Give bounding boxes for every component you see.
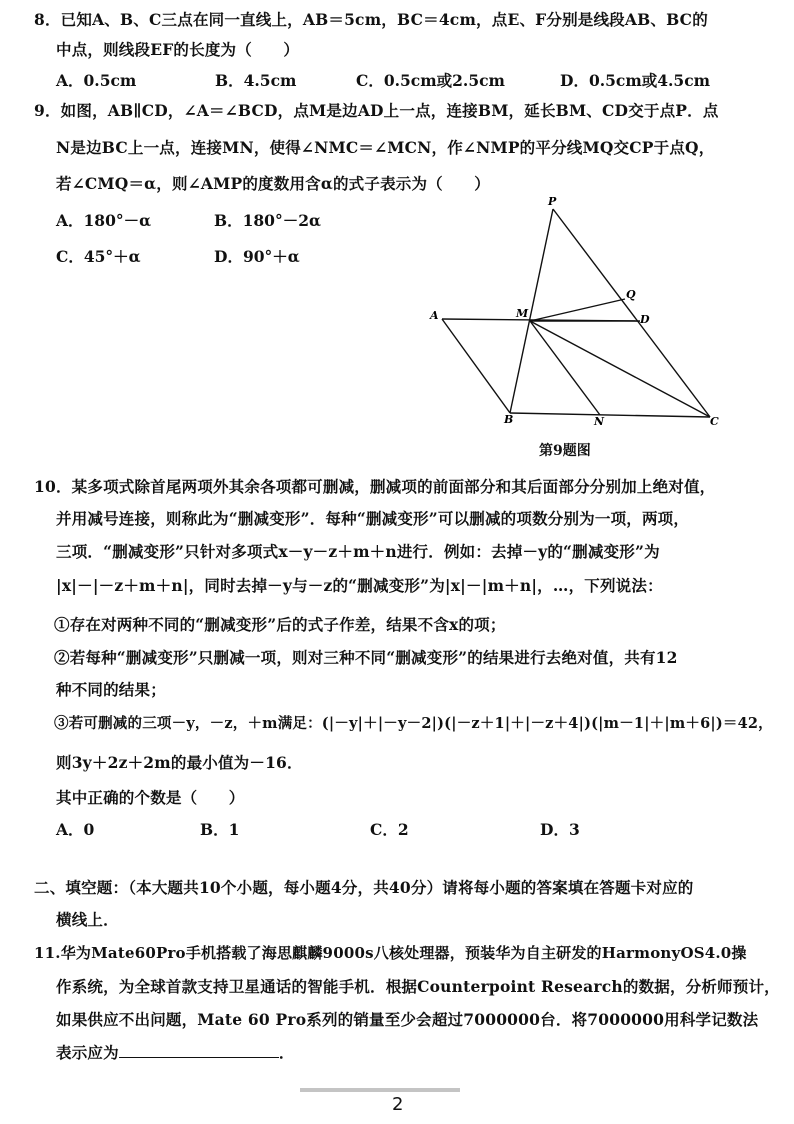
q8-line-2: 中点，则线段EF的长度为（ ） — [56, 40, 300, 59]
q10-statement-3b: 则3y＋2z＋2m的最小值为－16． — [56, 753, 303, 772]
segment-mc — [530, 321, 710, 417]
q10-option-a: A．0 — [56, 820, 95, 839]
q10-statement-2a: ②若每种“删减变形”只删减一项，则对三种不同“删减变形”的结果进行去绝对值，共有12 — [54, 648, 678, 667]
q10-question: 其中正确的个数是（ ） — [56, 788, 245, 807]
q10-option-d: D．3 — [540, 820, 580, 839]
q11-line-1: 11.华为Mate60Pro手机搭载了海思麒麟9000s八核处理器，预装华为自主研发的HarmonyOS4.0操 — [34, 944, 747, 962]
label-n: N — [594, 415, 605, 428]
q10-statement-1: ①存在对两种不同的“删减变形”后的式子作差，结果不含x的项； — [54, 615, 506, 634]
q9-geometry-figure — [420, 195, 730, 430]
q10-statement-3a: ③若可删减的三项－y，－z，＋m满足：(|－y|＋|－y－2|)(|－z＋1|＋|－z＋4|)(|m－1|＋|m＋6|)＝42， — [54, 715, 773, 732]
label-m: M — [516, 307, 529, 320]
q10-line-1: 10．某多项式除首尾两项外其余各项都可删减，删减项的前面部分和其后面部分分别加上绝对值， — [34, 477, 716, 496]
q11-line-2: 作系统，为全球首款支持卫星通话的智能手机．根据Counterpoint Research的数据，分析师预计， — [56, 977, 780, 996]
label-d: D — [640, 313, 650, 326]
q8-option-a: A．0.5cm — [56, 71, 137, 90]
q11-line-3: 如果供应不出问题，Mate 60 Pro系列的销量至少会超过7000000台．将7000000用科学记数法 — [56, 1010, 759, 1029]
segment-ab — [442, 319, 510, 413]
q9-option-a: A．180°－α — [56, 211, 152, 230]
q11-line-4 — [56, 1041, 295, 1063]
q9-option-d: D．90°＋α — [214, 247, 300, 266]
q10-line-2: 并用减号连接，则称此为“删减变形”．每种“删减变形”可以删减的项数分别为一项，两项， — [56, 509, 690, 528]
q9-line-2: N是边BC上一点，连接MN，使得∠NMC＝∠MCN，作∠NMP的平分线MQ交CP于点Q， — [56, 138, 715, 157]
q10-line-4: |x|－|－z＋m＋n|，同时去掉－y与－z的“删减变形”为|x|－|m＋n|，…，下列说法： — [56, 576, 663, 595]
q8-option-d: D．0.5cm或4.5cm — [560, 71, 711, 90]
q10-statement-2b: 种不同的结果； — [56, 680, 166, 699]
q9-figure-caption: 第9题图 — [539, 443, 591, 459]
q9-line-3: 若∠CMQ＝α，则∠AMP的度数用含α的式子表示为（ ） — [56, 174, 490, 193]
q9-option-b: B．180°－2α — [214, 211, 321, 230]
q8-line-1: 8．已知A、B、C三点在同一直线上，AB＝5cm，BC＝4cm，点E、F分别是线段AB、BC的 — [34, 10, 708, 29]
label-p: P — [548, 195, 557, 208]
footer-smudge — [300, 1088, 460, 1092]
q9-option-c: C．45°＋α — [56, 247, 141, 266]
section-2-heading-cont: 横线上． — [56, 910, 119, 929]
q11-line-4-text: 表示应为 — [56, 1043, 119, 1062]
page-number: 2 — [392, 1094, 404, 1115]
q10-option-c: C．2 — [370, 820, 409, 839]
label-q: Q — [626, 288, 636, 301]
q11-line-4-end: ． — [278, 1043, 295, 1062]
segment-mq — [530, 299, 625, 321]
section-2-heading: 二、填空题：（本大题共10个小题，每小题4分，共40分）请将每小题的答案填在答题卡对应的 — [34, 878, 694, 897]
label-b: B — [504, 413, 514, 426]
segment-pc — [553, 209, 710, 417]
q8-option-c: C．0.5cm或2.5cm — [356, 71, 505, 90]
label-c: C — [710, 415, 719, 428]
segment-bc — [510, 413, 710, 417]
q10-option-b: B．1 — [200, 820, 240, 839]
q9-line-1: 9．如图，AB∥CD，∠A＝∠BCD，点M是边AD上一点，连接BM，延长BM、CD交于点P．点 — [34, 101, 719, 120]
q8-option-b: B．4.5cm — [215, 71, 297, 90]
label-a: A — [430, 309, 439, 322]
segment-mn — [530, 321, 600, 415]
q11-answer-blank[interactable] — [119, 1043, 279, 1058]
q10-line-3: 三项．“删减变形”只针对多项式x－y－z＋m＋n进行．例如：去掉－y的“删减变形”为 — [56, 542, 660, 561]
